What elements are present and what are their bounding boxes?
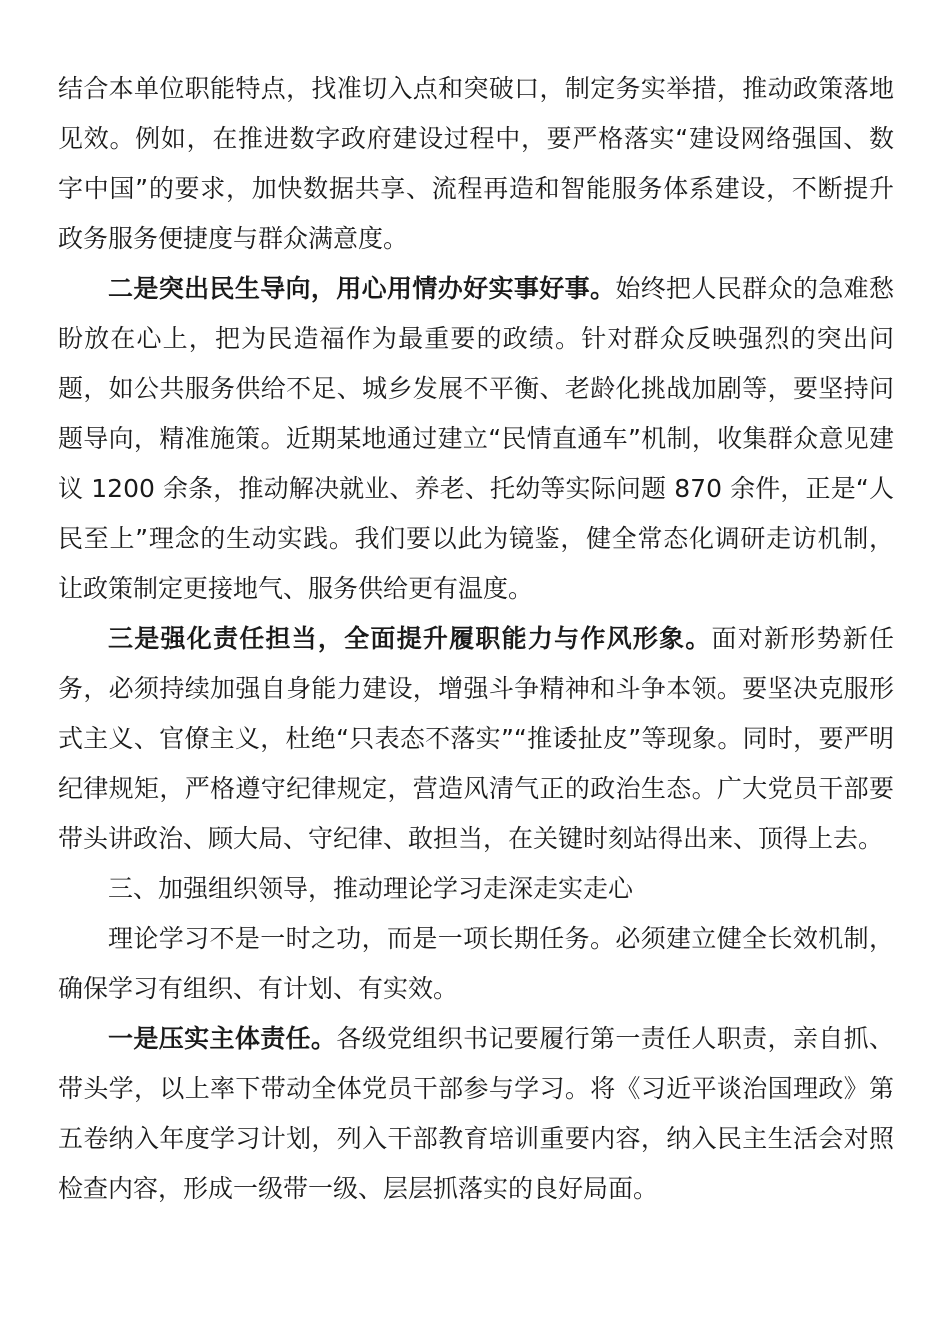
section-heading-text: 三、加强组织领导，推动理论学习走深走实走心 xyxy=(108,874,634,903)
paragraph-lead: 二是突出民生导向，用心用情办好实事好事。 xyxy=(108,274,616,303)
paragraph-point-one xyxy=(58,1014,894,1214)
paragraph-text: 结合本单位职能特点，找准切入点和突破口，制定务实举措，推动政策落地见效。例如，在推进数字政府建设过程中，要严格落实“建设网络强国、数字中国”的要求，加快数据共享、流程再造和智能服务体系建设，不断提升政务服务便捷度与群众满意度。 xyxy=(58,74,894,253)
document-body xyxy=(58,64,894,1214)
paragraph-lead: 一是压实主体责任。 xyxy=(108,1024,337,1053)
paragraph-text: 面对新形势新任务，必须持续加强自身能力建设，增强斗争精神和斗争本领。要坚决克服形式主义、官僚主义，杜绝“只表态不落实”“推诿扯皮”等现象。同时，要严明纪律规矩，严格遵守纪律规定，营造风清气正的政治生态。广大党员干部要带头讲政治、顾大局、守纪律、敢担当，在关键时刻站得出来、顶得上去。 xyxy=(58,624,894,853)
paragraph-point-two xyxy=(58,264,894,614)
paragraph-point-three xyxy=(58,614,894,864)
paragraph-continuation xyxy=(58,64,894,264)
paragraph-text: 始终把人民群众的急难愁盼放在心上，把为民造福作为最重要的政绩。针对群众反映强烈的突出问题，如公共服务供给不足、城乡发展不平衡、老龄化挑战加剧等，要坚持问题导向，精准施策。近期某地通过建立“民情直通车”机制，收集群众意见建议 1200 余条，推动解决就业、养老、托幼等实际问题 870 余件，正是“人民至上”理念的生动实践。我们要以此为镜鉴，健全常态化调研走访机制，让政策制定更接地气、服务供给更有温度。 xyxy=(58,274,894,603)
section-heading xyxy=(58,864,894,914)
paragraph-text: 理论学习不是一时之功，而是一项长期任务。必须建立健全长效机制，确保学习有组织、有计划、有实效。 xyxy=(58,924,894,1003)
paragraph-section-intro xyxy=(58,914,894,1014)
paragraph-lead: 三是强化责任担当，全面提升履职能力与作风形象。 xyxy=(108,624,712,653)
paragraph-text: 各级党组织书记要履行第一责任人职责，亲自抓、带头学，以上率下带动全体党员干部参与学习。将《习近平谈治国理政》第五卷纳入年度学习计划，列入干部教育培训重要内容，纳入民主生活会对照检查内容，形成一级带一级、层层抓落实的良好局面。 xyxy=(58,1024,894,1203)
